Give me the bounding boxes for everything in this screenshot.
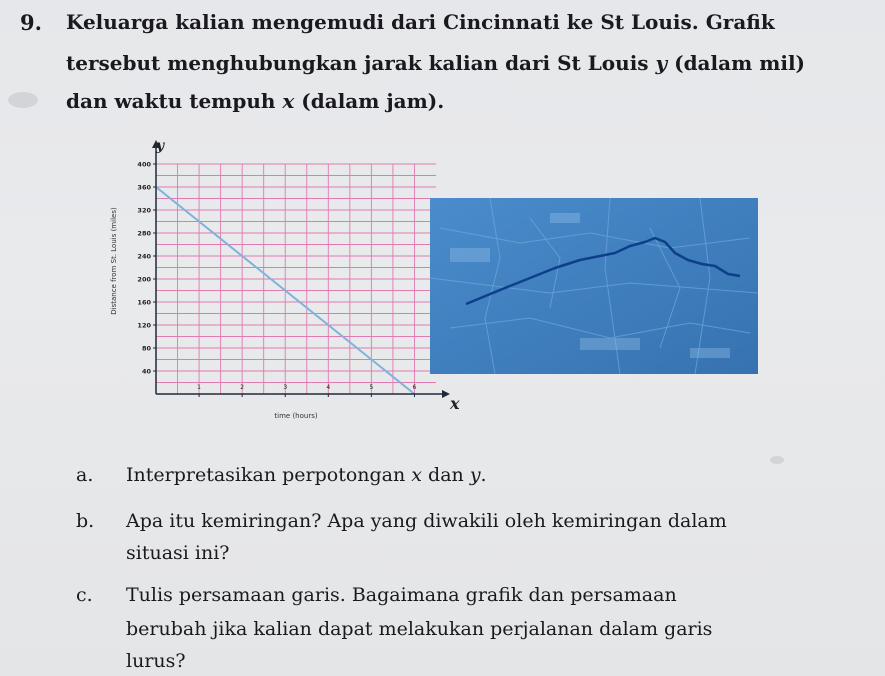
question-line-1: Keluarga kalian mengemudi dari Cincinnati ke St Louis. Grafik xyxy=(66,10,775,34)
y-tick-label: 280 xyxy=(137,229,151,238)
y-tick-label: 400 xyxy=(137,160,151,169)
subquestion-b xyxy=(76,510,727,532)
route-map xyxy=(430,198,758,374)
subquestion-text: Interpretasikan perpotongan xyxy=(126,464,412,486)
question-number: 9. xyxy=(20,10,42,35)
subquestion-text: Apa itu kemiringan? Apa yang diwakili oleh kemiringan dalam xyxy=(126,510,727,532)
y-tick-label: 320 xyxy=(137,206,151,215)
y-tick-label: 160 xyxy=(137,298,151,307)
y-axis-label: Distance from St. Louis (miles) xyxy=(110,207,118,315)
question-line-3-end: (dalam jam). xyxy=(294,89,445,113)
y-tick-label: 40 xyxy=(141,367,151,376)
y-tick-label: 200 xyxy=(137,275,151,284)
variable-y: y xyxy=(469,464,481,486)
paper-smudge xyxy=(8,92,38,108)
variable-x: x xyxy=(282,89,295,113)
subquestion-c xyxy=(76,584,677,606)
x-axis-label: time (hours) xyxy=(274,412,318,420)
variable-x: x xyxy=(411,464,422,486)
y-tick-label: 360 xyxy=(137,183,151,192)
x-axis-letter: x xyxy=(450,394,460,413)
x-tick-label: 5 xyxy=(369,384,374,391)
question-line-3 xyxy=(66,89,444,113)
y-tick-label: 80 xyxy=(141,344,151,353)
subquestion-a xyxy=(76,464,487,486)
variable-y: y xyxy=(655,51,668,75)
subquestion-letter: a. xyxy=(76,464,94,486)
x-tick-label: 4 xyxy=(326,384,331,391)
y-axis-letter: y xyxy=(156,138,165,154)
x-axis-arrow xyxy=(442,390,450,398)
subquestion-letter: b. xyxy=(76,510,95,532)
subquestion-text: dan xyxy=(422,464,470,486)
subquestion-letter: c. xyxy=(76,584,93,606)
chart-grid xyxy=(156,164,436,394)
subquestion-text: . xyxy=(480,464,487,486)
x-tick-label: 2 xyxy=(240,384,245,391)
y-tick-label: 240 xyxy=(137,252,151,261)
subquestion-c-continuation: berubah jika kalian dapat melakukan perjalanan dalam garis xyxy=(126,618,713,640)
subquestion-b-continuation: situasi ini? xyxy=(126,542,230,564)
x-tick-label: 3 xyxy=(283,384,288,391)
question-line-2 xyxy=(66,51,805,75)
subquestion-c-continuation-2: lurus? xyxy=(126,650,186,672)
x-tick-label: 1 xyxy=(197,384,201,391)
x-tick-label: 6 xyxy=(412,384,417,391)
question-line-2-text: tersebut menghubungkan jarak kalian dari St Louis xyxy=(66,51,656,75)
paper-smudge xyxy=(770,456,784,464)
distance-time-chart xyxy=(96,136,466,426)
question-line-3-text: dan waktu tempuh xyxy=(66,89,283,113)
subquestion-text: Tulis persamaan garis. Bagaimana grafik dan persamaan xyxy=(126,584,677,606)
question-line-2-end: (dalam mil) xyxy=(667,51,806,75)
y-tick-label: 120 xyxy=(137,321,151,330)
